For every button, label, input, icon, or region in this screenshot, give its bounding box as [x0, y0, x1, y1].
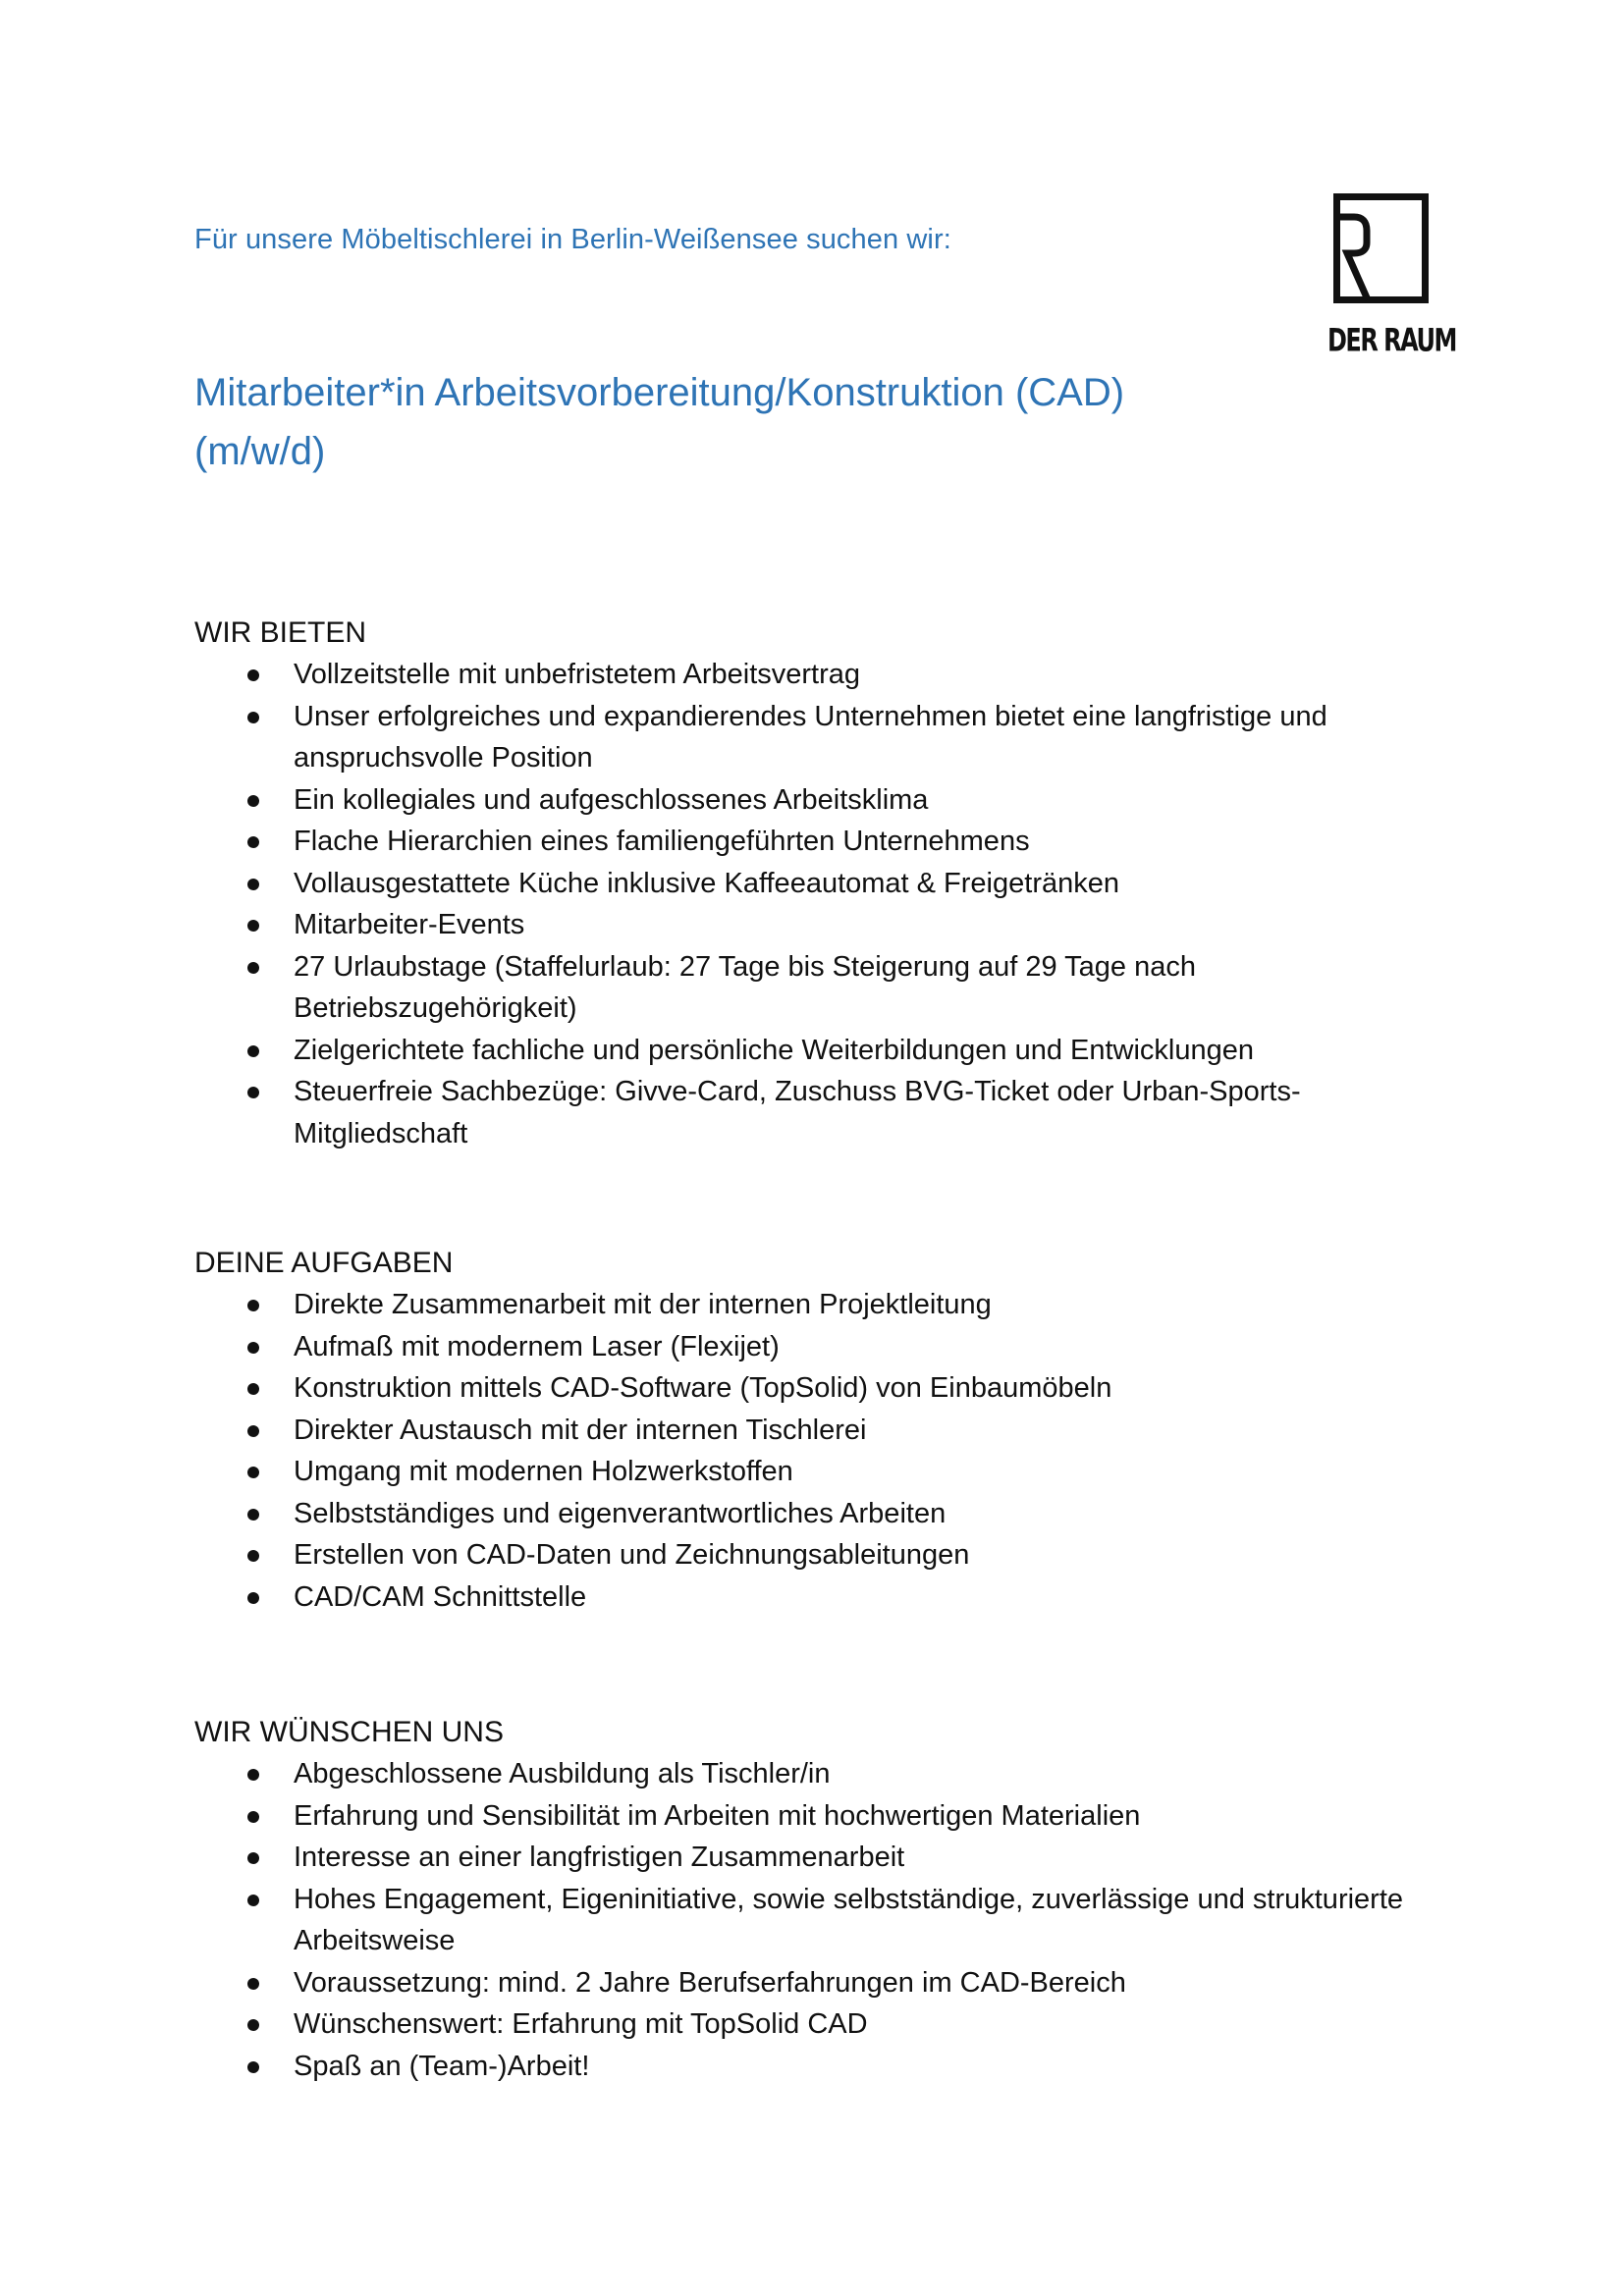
- list-item: [194, 821, 1432, 863]
- bullet-icon: [247, 962, 259, 974]
- list-item: [194, 1534, 1432, 1576]
- list-item-text: Erfahrung und Sensibilität im Arbeiten mit hochwertigen Materialien: [294, 1799, 1141, 1832]
- logo-wordmark: DER RAUM: [1327, 322, 1456, 359]
- section-heading: WIR WÜNSCHEN UNS: [194, 1716, 504, 1748]
- bullet-icon: [247, 1852, 259, 1864]
- list-item-text: Spaß an (Team-)Arbeit!: [294, 2050, 590, 2082]
- section-heading: WIR BIETEN: [194, 616, 367, 649]
- bullet-icon: [247, 2061, 259, 2073]
- list-item: [194, 1576, 1432, 1619]
- list-item-text: 27 Urlaubstage (Staffelurlaub: 27 Tage bis Steigerung auf 29 Tage nach Betriebszugehörigkeit): [294, 950, 1196, 1024]
- job-title: [194, 363, 1225, 481]
- list-item-text: Vollausgestattete Küche inklusive Kaffeeautomat & Freigetränken: [294, 867, 1119, 899]
- bullet-icon: [247, 1895, 259, 1906]
- list-item-text: Aufmaß mit modernem Laser (Flexijet): [294, 1330, 780, 1362]
- list-item-text: Vollzeitstelle mit unbefristetem Arbeitsvertrag: [294, 659, 861, 690]
- list-item: [194, 904, 1432, 946]
- job-title-line-2: (m/w/d): [194, 430, 326, 473]
- bullet-icon: [247, 1087, 259, 1098]
- section-heading: DEINE AUFGABEN: [194, 1247, 454, 1279]
- list-item-text: CAD/CAM Schnittstelle: [294, 1580, 587, 1613]
- list-item: [194, 1962, 1432, 2004]
- bullet-icon: [247, 1467, 259, 1478]
- list-item-text: Mitarbeiter-Events: [294, 909, 525, 940]
- list-item: [194, 863, 1432, 905]
- list-item-text: Abgeschlossene Ausbildung als Tischler/in: [294, 1758, 831, 1789]
- bullet-icon: [247, 1425, 259, 1437]
- bullet-icon: [247, 795, 259, 807]
- list-item: [194, 1493, 1432, 1535]
- bullet-icon: [247, 1342, 259, 1354]
- bullet-icon: [247, 1978, 259, 1990]
- list-item: [194, 1837, 1432, 1879]
- list-item-text: Konstruktion mittels CAD-Software (TopSolid) von Einbaumöbeln: [294, 1372, 1112, 1404]
- bullet-list: [194, 654, 1432, 1154]
- bullet-icon: [247, 1592, 259, 1604]
- section-wir-wuenschen-uns: [194, 1712, 1432, 2087]
- list-item-text: Flache Hierarchien eines familiengeführten Unternehmens: [294, 826, 1030, 857]
- list-item-text: Direkter Austausch mit der internen Tischlerei: [294, 1414, 867, 1446]
- list-item-text: Voraussetzung: mind. 2 Jahre Berufserfahrungen im CAD-Bereich: [294, 1966, 1126, 1999]
- bullet-icon: [247, 1811, 259, 1823]
- list-item-text: Hohes Engagement, Eigeninitiative, sowie selbstständige, zuverlässige und strukturierte Arbeitsweise: [294, 1883, 1404, 1956]
- list-item-text: Wünschenswert: Erfahrung mit TopSolid CAD: [294, 2008, 868, 2040]
- bullet-icon: [247, 1769, 259, 1781]
- bullet-list: [194, 1284, 1432, 1618]
- bullet-icon: [247, 669, 259, 681]
- list-item: [194, 779, 1432, 822]
- list-item-text: Zielgerichtete fachliche und persönliche Weiterbildungen und Entwicklungen: [294, 1034, 1255, 1066]
- list-item: [194, 696, 1432, 779]
- list-item-text: Ein kollegiales und aufgeschlossenes Arbeitsklima: [294, 783, 929, 816]
- bullet-icon: [247, 879, 259, 890]
- bullet-icon: [247, 1550, 259, 1562]
- bullet-list: [194, 1753, 1432, 2087]
- list-item-text: Interesse an einer langfristigen Zusammenarbeit: [294, 1842, 905, 1873]
- bullet-icon: [247, 1300, 259, 1311]
- list-item: [194, 1071, 1432, 1154]
- list-item: [194, 1753, 1432, 1795]
- section-deine-aufgaben: [194, 1243, 1432, 1618]
- list-item: [194, 2046, 1432, 2088]
- list-item: [194, 1879, 1432, 1962]
- bullet-icon: [247, 2019, 259, 2031]
- list-item: [194, 1030, 1432, 1072]
- list-item: [194, 1284, 1432, 1326]
- list-item: [194, 2003, 1432, 2046]
- intro-text: Für unsere Möbeltischlerei in Berlin-Weißensee suchen wir:: [194, 224, 951, 255]
- list-item: [194, 1795, 1432, 1838]
- company-logo: [1327, 190, 1456, 359]
- list-item: [194, 1367, 1432, 1410]
- list-item-text: Steuerfreie Sachbezüge: Givve-Card, Zuschuss BVG-Ticket oder Urban-Sports-Mitgliedschaft: [294, 1076, 1301, 1149]
- list-item-text: Unser erfolgreiches und expandierendes Unternehmen bietet eine langfristige und anspruchsvolle Position: [294, 700, 1327, 774]
- logo-r-icon: [1333, 193, 1429, 303]
- bullet-icon: [247, 1045, 259, 1057]
- list-item: [194, 1326, 1432, 1368]
- bullet-icon: [247, 1509, 259, 1521]
- bullet-icon: [247, 1383, 259, 1395]
- bullet-icon: [247, 920, 259, 932]
- bullet-icon: [247, 836, 259, 848]
- list-item-text: Direkte Zusammenarbeit mit der internen Projektleitung: [294, 1289, 992, 1320]
- list-item-text: Selbstständiges und eigenverantwortliches Arbeiten: [294, 1497, 947, 1529]
- list-item: [194, 946, 1432, 1030]
- bullet-icon: [247, 712, 259, 723]
- section-wir-bieten: [194, 613, 1432, 1154]
- list-item: [194, 1451, 1432, 1493]
- list-item: [194, 1410, 1432, 1452]
- list-item-text: Umgang mit modernen Holzwerkstoffen: [294, 1456, 793, 1487]
- job-title-line-1: Mitarbeiter*in Arbeitsvorbereitung/Konstruktion (CAD): [194, 371, 1125, 414]
- list-item-text: Erstellen von CAD-Daten und Zeichnungsableitungen: [294, 1539, 970, 1571]
- list-item: [194, 654, 1432, 696]
